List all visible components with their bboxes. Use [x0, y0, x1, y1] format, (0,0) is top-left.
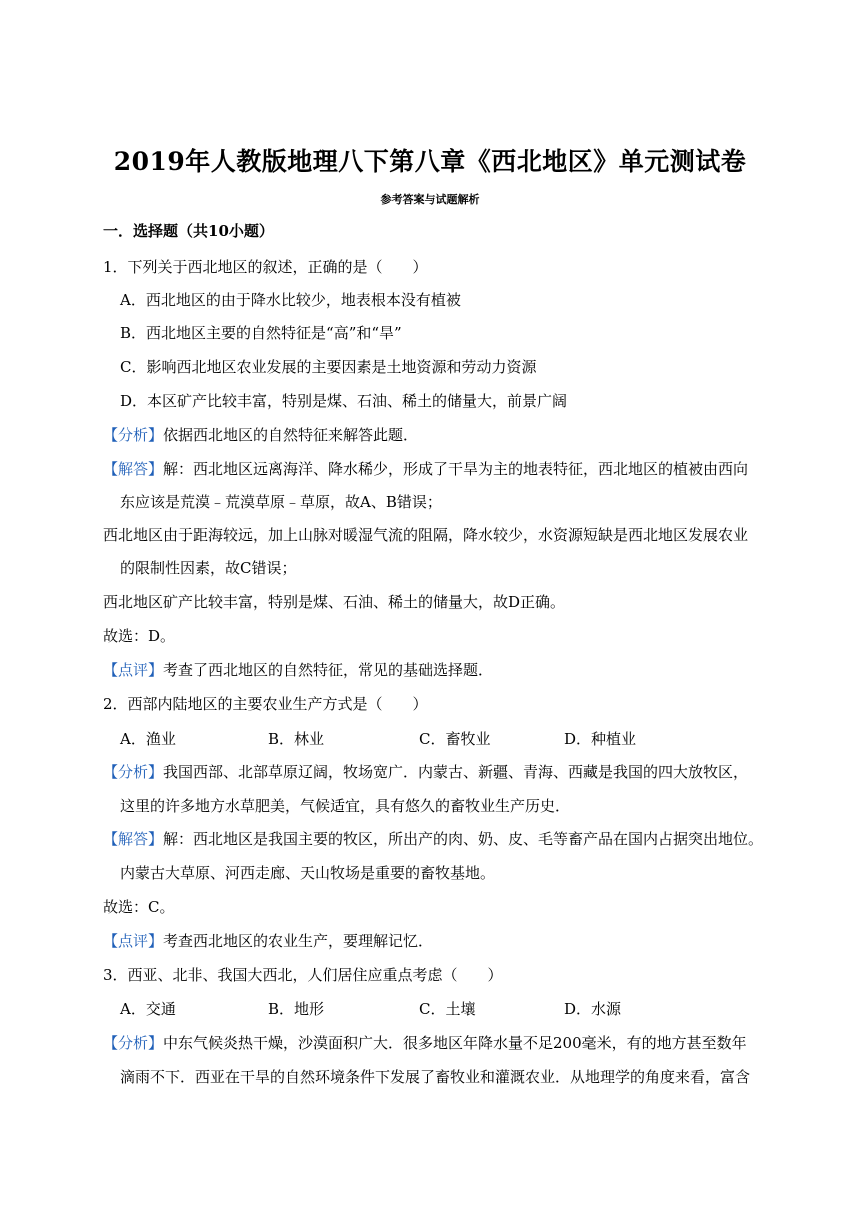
section-heading: 一．选择题（共10小题） — [103, 222, 274, 240]
q1-analysis — [103, 425, 418, 445]
q2-analysis — [103, 762, 748, 782]
analysis-tag: 【分析】 — [103, 763, 164, 781]
q2-comment — [103, 931, 433, 951]
q1-answer-line-3: 西北地区由于距海较远，加上山脉对暖湿气流的阻隔，降水较少，水资源短缺是西北地区发展农业 — [103, 526, 749, 544]
q3-stem: 3．西亚、北非、我国大西北，人们居住应重点考虑（ ） — [103, 966, 503, 984]
q1-option-c: C．影响西北地区农业发展的主要因素是土地资源和劳动力资源 — [120, 358, 537, 376]
q3-option-c: C．土壤 — [419, 1000, 476, 1018]
q2-option-a: A．渔业 — [120, 730, 176, 748]
q1-answer-line-1: 解：西北地区远离海洋、降水稀少，形成了干旱为主的地表特征，西北地区的植被由西向 — [163, 460, 749, 478]
comment-tag: 【点评】 — [103, 932, 164, 950]
q1-choice: 故选：D。 — [103, 627, 176, 645]
q3-analysis-line-1: 中东气候炎热干燥，沙漠面积广大．很多地区年降水量不足200毫米，有的地方甚至数年 — [163, 1034, 747, 1052]
analysis-tag: 【分析】 — [103, 426, 164, 444]
q3-analysis-line-2: 滴雨不下．西亚在干旱的自然环境条件下发展了畜牧业和灌溉农业．从地理学的角度来看，富含 — [120, 1068, 751, 1086]
comment-tag: 【点评】 — [103, 661, 164, 679]
q1-option-a: A．西北地区的由于降水比较少，地表根本没有植被 — [120, 291, 461, 309]
q1-comment-text: 考查了西北地区的自然特征，常见的基础选择题． — [163, 661, 494, 679]
q1-option-d: D．本区矿产比较丰富，特别是煤、石油、稀土的储量大，前景广阔 — [120, 392, 568, 410]
page-subtitle: 参考答案与试题解析 — [380, 193, 480, 206]
q2-choice: 故选：C。 — [103, 898, 175, 916]
q1-stem: 1．下列关于西北地区的叙述，正确的是（ ） — [103, 258, 428, 276]
q1-option-b: B．西北地区主要的自然特征是“高”和“旱” — [120, 324, 402, 342]
q3-option-b: B．地形 — [268, 1000, 325, 1018]
q3-option-a: A．交通 — [120, 1000, 176, 1018]
q1-comment — [103, 660, 493, 680]
page-title: 2019年人教版地理八下第八章《西北地区》单元测试卷 — [113, 147, 747, 176]
q2-analysis-line-1: 我国西部、北部草原辽阔，牧场宽广．内蒙古、新疆、青海、西藏是我国的四大放牧区， — [163, 763, 749, 781]
q2-comment-text: 考查西北地区的农业生产，要理解记忆． — [163, 932, 434, 950]
q1-answer-line-5: 西北地区矿产比较丰富，特别是煤、石油、稀土的储量大，故D正确。 — [103, 593, 566, 611]
q2-answer-line-1: 解：西北地区是我国主要的牧区，所出产的肉、奶、皮、毛等畜产品在国内占据突出地位。 — [163, 830, 764, 848]
q3-analysis — [103, 1033, 747, 1053]
q2-option-b: B．林业 — [268, 730, 325, 748]
analysis-tag: 【分析】 — [103, 1034, 164, 1052]
q2-answer — [103, 829, 763, 849]
q1-analysis-text: 依据西北地区的自然特征来解答此题． — [163, 426, 419, 444]
q2-stem: 2．西部内陆地区的主要农业生产方式是（ ） — [103, 695, 428, 713]
q1-answer — [103, 459, 748, 479]
q2-answer-line-2: 内蒙古大草原、河西走廊、天山牧场是重要的畜牧基地。 — [120, 864, 496, 882]
q1-answer-line-2: 东应该是荒漠﹣荒漠草原﹣草原，故A、B错误； — [120, 493, 442, 511]
answer-tag: 【解答】 — [103, 460, 164, 478]
q2-analysis-line-2: 这里的许多地方水草肥美，气候适宜，具有悠久的畜牧业生产历史． — [120, 797, 571, 815]
q2-option-d: D．种植业 — [564, 730, 637, 748]
q2-option-c: C．畜牧业 — [419, 730, 491, 748]
q3-option-d: D．水源 — [564, 1000, 622, 1018]
q1-answer-line-4: 的限制性因素，故C错误； — [120, 559, 297, 577]
answer-tag: 【解答】 — [103, 830, 164, 848]
